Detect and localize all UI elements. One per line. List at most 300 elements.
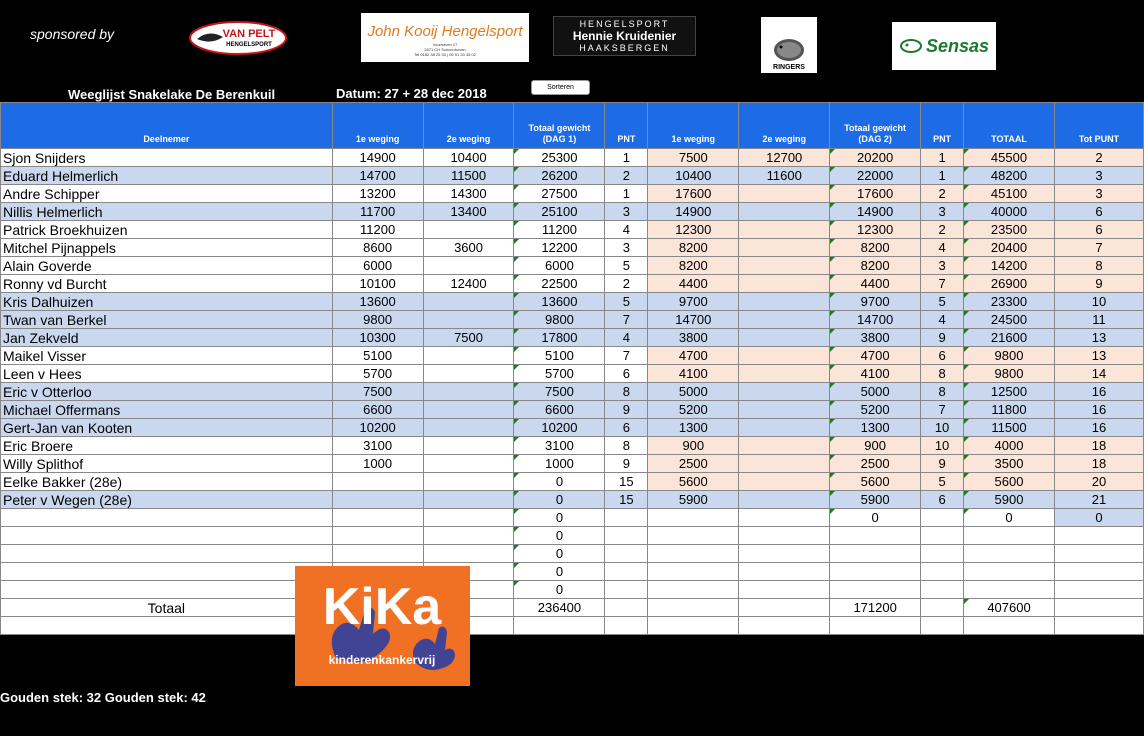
- table-cell[interactable]: 6600: [332, 401, 423, 419]
- table-cell[interactable]: 11: [1054, 311, 1143, 329]
- table-cell[interactable]: [1, 617, 333, 635]
- table-cell[interactable]: 7500: [332, 383, 423, 401]
- table-cell[interactable]: 10100: [332, 275, 423, 293]
- table-cell[interactable]: [739, 365, 830, 383]
- table-cell[interactable]: [964, 581, 1055, 599]
- table-cell[interactable]: [332, 545, 423, 563]
- table-cell[interactable]: [1054, 527, 1143, 545]
- table-cell[interactable]: 12300: [648, 221, 739, 239]
- table-cell[interactable]: 3500: [964, 455, 1055, 473]
- table-cell[interactable]: [739, 509, 830, 527]
- table-cell[interactable]: 11500: [423, 167, 514, 185]
- table-cell[interactable]: 7500: [423, 329, 514, 347]
- table-cell[interactable]: 12700: [739, 149, 830, 167]
- table-cell[interactable]: 4700: [830, 347, 921, 365]
- table-cell[interactable]: [739, 311, 830, 329]
- table-cell[interactable]: 15: [605, 473, 648, 491]
- table-cell[interactable]: 5700: [332, 365, 423, 383]
- table-cell[interactable]: [739, 491, 830, 509]
- participant-name[interactable]: Sjon Snijders: [1, 149, 333, 167]
- table-cell[interactable]: [332, 527, 423, 545]
- participant-name[interactable]: Leen v Hees: [1, 365, 333, 383]
- table-cell[interactable]: 10200: [514, 419, 605, 437]
- table-cell[interactable]: [423, 509, 514, 527]
- participant-name[interactable]: Eduard Helmerlich: [1, 167, 333, 185]
- table-cell[interactable]: 6: [1054, 203, 1143, 221]
- table-cell[interactable]: [830, 527, 921, 545]
- table-cell[interactable]: [739, 347, 830, 365]
- sheet-title: Weeglijst Snakelake De Berenkuil: [68, 87, 276, 102]
- table-cell[interactable]: [332, 509, 423, 527]
- table-cell[interactable]: 2500: [830, 455, 921, 473]
- table-cell[interactable]: 3100: [332, 437, 423, 455]
- table-row: [1, 185, 1144, 203]
- table-cell[interactable]: [648, 527, 739, 545]
- participant-name[interactable]: Nillis Helmerlich: [1, 203, 333, 221]
- table-cell[interactable]: 17800: [514, 329, 605, 347]
- table-cell[interactable]: 13: [1054, 329, 1143, 347]
- table-cell[interactable]: 1000: [332, 455, 423, 473]
- table-cell[interactable]: [739, 473, 830, 491]
- table-cell[interactable]: [739, 185, 830, 203]
- table-cell[interactable]: 23300: [964, 293, 1055, 311]
- table-cell[interactable]: [739, 437, 830, 455]
- table-cell[interactable]: 7500: [514, 383, 605, 401]
- table-cell[interactable]: 0: [830, 509, 921, 527]
- table-cell[interactable]: 12500: [964, 383, 1055, 401]
- table-cell[interactable]: 8: [921, 383, 964, 401]
- table-cell[interactable]: 8200: [830, 239, 921, 257]
- table-cell[interactable]: 26200: [514, 167, 605, 185]
- table-cell[interactable]: 8200: [830, 257, 921, 275]
- participant-name[interactable]: Andre Schipper: [1, 185, 333, 203]
- table-cell[interactable]: 5200: [830, 401, 921, 419]
- totals-cell[interactable]: [739, 599, 830, 617]
- table-cell[interactable]: 11700: [332, 203, 423, 221]
- table-cell[interactable]: [423, 527, 514, 545]
- table-cell[interactable]: 23500: [964, 221, 1055, 239]
- table-cell[interactable]: 900: [648, 437, 739, 455]
- participant-name[interactable]: [1, 545, 333, 563]
- kika-tagline: kinderenkankervrij: [328, 653, 436, 667]
- table-cell[interactable]: [423, 455, 514, 473]
- table-cell[interactable]: 0: [514, 563, 605, 581]
- table-cell[interactable]: 6: [1054, 221, 1143, 239]
- table-cell[interactable]: [648, 545, 739, 563]
- table-cell[interactable]: 26900: [964, 275, 1055, 293]
- table-cell[interactable]: [739, 257, 830, 275]
- table-cell[interactable]: 1300: [648, 419, 739, 437]
- table-cell[interactable]: 5900: [830, 491, 921, 509]
- table-cell[interactable]: 5200: [648, 401, 739, 419]
- kika-logo-graphic: [295, 566, 470, 686]
- table-cell[interactable]: 4: [921, 239, 964, 257]
- table-cell[interactable]: 4: [921, 311, 964, 329]
- table-cell[interactable]: [739, 383, 830, 401]
- table-cell[interactable]: 14900: [648, 203, 739, 221]
- table-cell[interactable]: 2500: [648, 455, 739, 473]
- table-cell[interactable]: [423, 419, 514, 437]
- table-cell[interactable]: 7: [605, 347, 648, 365]
- table-cell[interactable]: 13200: [332, 185, 423, 203]
- table-cell[interactable]: 2: [921, 221, 964, 239]
- table-cell[interactable]: 4100: [648, 365, 739, 383]
- table-cell[interactable]: 12400: [423, 275, 514, 293]
- table-cell[interactable]: 1000: [514, 455, 605, 473]
- table-cell[interactable]: 10200: [332, 419, 423, 437]
- table-cell[interactable]: 16: [1054, 383, 1143, 401]
- table-cell[interactable]: 5600: [830, 473, 921, 491]
- table-cell[interactable]: 11200: [514, 221, 605, 239]
- table-cell[interactable]: 5700: [514, 365, 605, 383]
- table-cell[interactable]: 17600: [830, 185, 921, 203]
- table-cell[interactable]: [605, 581, 648, 599]
- table-cell[interactable]: 2: [605, 275, 648, 293]
- table-cell[interactable]: [739, 329, 830, 347]
- table-cell[interactable]: [921, 545, 964, 563]
- table-cell[interactable]: [648, 617, 739, 635]
- table-cell[interactable]: 4000: [964, 437, 1055, 455]
- table-cell[interactable]: 9700: [648, 293, 739, 311]
- participant-name[interactable]: Eric v Otterloo: [1, 383, 333, 401]
- participant-name[interactable]: Willy Splithof: [1, 455, 333, 473]
- participant-name[interactable]: [1, 563, 333, 581]
- table-cell[interactable]: 5000: [830, 383, 921, 401]
- participant-name[interactable]: Twan van Berkel: [1, 311, 333, 329]
- table-cell[interactable]: 20200: [830, 149, 921, 167]
- table-cell[interactable]: 13600: [514, 293, 605, 311]
- table-cell[interactable]: [964, 527, 1055, 545]
- table-cell[interactable]: 12300: [830, 221, 921, 239]
- table-cell[interactable]: 14900: [830, 203, 921, 221]
- table-cell[interactable]: 18: [1054, 437, 1143, 455]
- table-cell[interactable]: [830, 581, 921, 599]
- table-cell[interactable]: 6000: [514, 257, 605, 275]
- table-cell[interactable]: 9800: [514, 311, 605, 329]
- table-cell[interactable]: [605, 617, 648, 635]
- table-cell[interactable]: 8200: [648, 239, 739, 257]
- totals-cell[interactable]: [1054, 599, 1143, 617]
- table-cell[interactable]: 5: [921, 293, 964, 311]
- table-cell[interactable]: 3: [605, 203, 648, 221]
- table-cell[interactable]: [605, 545, 648, 563]
- table-cell[interactable]: 4100: [830, 365, 921, 383]
- table-cell[interactable]: 8: [605, 383, 648, 401]
- table-cell[interactable]: 6000: [332, 257, 423, 275]
- table-cell[interactable]: [964, 617, 1055, 635]
- table-cell[interactable]: 6: [921, 491, 964, 509]
- table-cell[interactable]: 6: [605, 365, 648, 383]
- table-cell[interactable]: 4400: [648, 275, 739, 293]
- table-cell[interactable]: [648, 509, 739, 527]
- table-cell[interactable]: 5100: [514, 347, 605, 365]
- table-cell[interactable]: 8: [1054, 257, 1143, 275]
- table-cell[interactable]: 4: [605, 329, 648, 347]
- table-cell[interactable]: 0: [514, 509, 605, 527]
- table-cell[interactable]: [423, 347, 514, 365]
- table-row: [1, 221, 1144, 239]
- column-header: 2e weging: [739, 103, 830, 149]
- table-cell[interactable]: 17600: [648, 185, 739, 203]
- table-cell[interactable]: [605, 509, 648, 527]
- table-cell[interactable]: 1300: [830, 419, 921, 437]
- table-cell[interactable]: 8: [921, 365, 964, 383]
- table-cell[interactable]: [830, 563, 921, 581]
- table-cell[interactable]: 1: [605, 185, 648, 203]
- table-cell[interactable]: [423, 257, 514, 275]
- totals-cell[interactable]: [605, 599, 648, 617]
- table-cell[interactable]: [964, 545, 1055, 563]
- table-cell[interactable]: 5900: [964, 491, 1055, 509]
- table-row: [1, 491, 1144, 509]
- table-cell[interactable]: 9700: [830, 293, 921, 311]
- table-cell[interactable]: 40000: [964, 203, 1055, 221]
- table-cell[interactable]: 8: [605, 437, 648, 455]
- participant-name[interactable]: [1, 527, 333, 545]
- table-cell[interactable]: [423, 293, 514, 311]
- table-cell[interactable]: 10400: [423, 149, 514, 167]
- participant-name[interactable]: Eelke Bakker (28e): [1, 473, 333, 491]
- participant-name[interactable]: Kris Dalhuizen: [1, 293, 333, 311]
- table-cell[interactable]: [921, 581, 964, 599]
- table-cell[interactable]: 3600: [423, 239, 514, 257]
- table-cell[interactable]: 0: [514, 545, 605, 563]
- table-cell[interactable]: [648, 563, 739, 581]
- table-cell[interactable]: [739, 221, 830, 239]
- table-cell[interactable]: 14900: [332, 149, 423, 167]
- table-cell[interactable]: [739, 419, 830, 437]
- table-cell[interactable]: 9: [921, 329, 964, 347]
- table-cell[interactable]: 3: [1054, 185, 1143, 203]
- table-cell[interactable]: [648, 581, 739, 599]
- table-cell[interactable]: [921, 527, 964, 545]
- table-cell[interactable]: 900: [830, 437, 921, 455]
- totals-cell[interactable]: 171200: [830, 599, 921, 617]
- table-cell[interactable]: 5: [921, 473, 964, 491]
- table-cell[interactable]: 21600: [964, 329, 1055, 347]
- table-cell[interactable]: [739, 293, 830, 311]
- table-cell[interactable]: 22500: [514, 275, 605, 293]
- table-cell[interactable]: 11500: [964, 419, 1055, 437]
- table-cell[interactable]: 1: [921, 167, 964, 185]
- table-cell[interactable]: 6600: [514, 401, 605, 419]
- table-cell[interactable]: 27500: [514, 185, 605, 203]
- table-cell[interactable]: 24500: [964, 311, 1055, 329]
- table-cell[interactable]: 0: [964, 509, 1055, 527]
- table-cell[interactable]: 10: [921, 437, 964, 455]
- table-cell[interactable]: [921, 617, 964, 635]
- table-cell[interactable]: 22000: [830, 167, 921, 185]
- table-cell[interactable]: 14: [1054, 365, 1143, 383]
- table-cell[interactable]: 3100: [514, 437, 605, 455]
- table-cell[interactable]: [739, 581, 830, 599]
- table-cell[interactable]: 7: [605, 311, 648, 329]
- table-cell[interactable]: 9800: [964, 365, 1055, 383]
- table-cell[interactable]: [739, 455, 830, 473]
- table-cell[interactable]: [964, 563, 1055, 581]
- table-cell[interactable]: 45500: [964, 149, 1055, 167]
- table-cell[interactable]: 13: [1054, 347, 1143, 365]
- table-cell[interactable]: [423, 401, 514, 419]
- table-cell[interactable]: [739, 239, 830, 257]
- participant-name[interactable]: Michael Offermans: [1, 401, 333, 419]
- totals-cell[interactable]: 407600: [964, 599, 1055, 617]
- participant-name[interactable]: Maikel Visser: [1, 347, 333, 365]
- participant-name[interactable]: Patrick Broekhuizen: [1, 221, 333, 239]
- table-cell[interactable]: [739, 401, 830, 419]
- table-cell[interactable]: 48200: [964, 167, 1055, 185]
- table-cell[interactable]: [921, 509, 964, 527]
- table-cell[interactable]: 5600: [648, 473, 739, 491]
- table-cell[interactable]: 9: [1054, 275, 1143, 293]
- table-cell[interactable]: [423, 365, 514, 383]
- table-cell[interactable]: 21: [1054, 491, 1143, 509]
- table-cell[interactable]: 8200: [648, 257, 739, 275]
- table-cell[interactable]: [605, 563, 648, 581]
- participant-name[interactable]: Ronny vd Burcht: [1, 275, 333, 293]
- table-cell[interactable]: 20400: [964, 239, 1055, 257]
- table-cell[interactable]: [1054, 581, 1143, 599]
- table-cell[interactable]: [830, 545, 921, 563]
- table-cell[interactable]: 10400: [648, 167, 739, 185]
- table-cell[interactable]: 5: [605, 257, 648, 275]
- totals-row: [1, 599, 1144, 617]
- hennie-kruidenier-logo: [553, 16, 696, 56]
- participant-name[interactable]: Peter v Wegen (28e): [1, 491, 333, 509]
- table-cell[interactable]: [1054, 563, 1143, 581]
- table-cell[interactable]: 0: [514, 581, 605, 599]
- table-cell[interactable]: [423, 545, 514, 563]
- table-cell[interactable]: [830, 617, 921, 635]
- table-cell[interactable]: 18: [1054, 455, 1143, 473]
- table-row: [1, 257, 1144, 275]
- sort-button[interactable]: Sorteren: [531, 80, 590, 95]
- table-cell[interactable]: 7: [921, 275, 964, 293]
- table-cell[interactable]: [739, 527, 830, 545]
- table-cell[interactable]: 5600: [964, 473, 1055, 491]
- table-cell[interactable]: [423, 311, 514, 329]
- table-cell[interactable]: 7500: [648, 149, 739, 167]
- table-cell[interactable]: [1054, 617, 1143, 635]
- table-cell[interactable]: [739, 545, 830, 563]
- table-cell[interactable]: 4400: [830, 275, 921, 293]
- table-cell[interactable]: 9: [921, 455, 964, 473]
- participant-name[interactable]: [1, 581, 333, 599]
- table-cell[interactable]: 10300: [332, 329, 423, 347]
- table-cell[interactable]: 0: [514, 491, 605, 509]
- table-cell[interactable]: 0: [514, 473, 605, 491]
- table-cell[interactable]: 11600: [739, 167, 830, 185]
- table-cell[interactable]: 12200: [514, 239, 605, 257]
- table-cell[interactable]: 3: [605, 239, 648, 257]
- table-cell[interactable]: 2: [1054, 149, 1143, 167]
- table-cell[interactable]: 6: [921, 347, 964, 365]
- table-cell[interactable]: [423, 473, 514, 491]
- table-cell[interactable]: [921, 563, 964, 581]
- table-cell[interactable]: [332, 473, 423, 491]
- table-cell[interactable]: [739, 617, 830, 635]
- table-cell[interactable]: 3: [921, 257, 964, 275]
- participant-name[interactable]: Mitchel Pijnappels: [1, 239, 333, 257]
- table-cell[interactable]: 16: [1054, 419, 1143, 437]
- table-cell[interactable]: 9800: [332, 311, 423, 329]
- table-cell[interactable]: 0: [514, 527, 605, 545]
- totals-cell[interactable]: 236400: [514, 599, 605, 617]
- table-cell[interactable]: [739, 203, 830, 221]
- table-cell[interactable]: 11800: [964, 401, 1055, 419]
- table-cell[interactable]: [739, 563, 830, 581]
- table-cell[interactable]: 10: [1054, 293, 1143, 311]
- table-cell[interactable]: 25100: [514, 203, 605, 221]
- participant-name[interactable]: Eric Broere: [1, 437, 333, 455]
- table-cell[interactable]: 14700: [648, 311, 739, 329]
- table-cell[interactable]: [1054, 545, 1143, 563]
- table-cell[interactable]: 9: [605, 455, 648, 473]
- table-cell[interactable]: 0: [1054, 509, 1143, 527]
- participant-name[interactable]: Alain Goverde: [1, 257, 333, 275]
- table-cell[interactable]: [514, 617, 605, 635]
- table-cell[interactable]: 3: [921, 203, 964, 221]
- table-cell[interactable]: 14700: [830, 311, 921, 329]
- table-cell[interactable]: 3800: [830, 329, 921, 347]
- table-cell[interactable]: 16: [1054, 401, 1143, 419]
- table-cell[interactable]: 13600: [332, 293, 423, 311]
- participant-name[interactable]: Jan Zekveld: [1, 329, 333, 347]
- table-cell[interactable]: 5000: [648, 383, 739, 401]
- table-cell[interactable]: 20: [1054, 473, 1143, 491]
- table-cell[interactable]: 15: [605, 491, 648, 509]
- table-cell[interactable]: 1: [605, 149, 648, 167]
- table-cell[interactable]: 2: [605, 167, 648, 185]
- table-cell[interactable]: 5100: [332, 347, 423, 365]
- table-cell[interactable]: [423, 437, 514, 455]
- table-cell[interactable]: 10: [921, 419, 964, 437]
- table-cell[interactable]: [423, 383, 514, 401]
- table-cell[interactable]: 3: [1054, 167, 1143, 185]
- table-cell[interactable]: 14300: [423, 185, 514, 203]
- table-cell[interactable]: 3800: [648, 329, 739, 347]
- table-cell[interactable]: 4700: [648, 347, 739, 365]
- table-cell[interactable]: [605, 527, 648, 545]
- participant-name[interactable]: Gert-Jan van Kooten: [1, 419, 333, 437]
- table-cell[interactable]: 2: [921, 185, 964, 203]
- table-cell[interactable]: 9: [605, 401, 648, 419]
- table-cell[interactable]: [739, 275, 830, 293]
- table-cell[interactable]: 11200: [332, 221, 423, 239]
- table-cell[interactable]: [332, 491, 423, 509]
- table-cell[interactable]: 5900: [648, 491, 739, 509]
- table-cell[interactable]: 14700: [332, 167, 423, 185]
- totals-label[interactable]: Totaal: [1, 599, 333, 617]
- table-cell[interactable]: 25300: [514, 149, 605, 167]
- participant-name[interactable]: [1, 509, 333, 527]
- table-cell[interactable]: 8600: [332, 239, 423, 257]
- totals-cell[interactable]: [921, 599, 964, 617]
- table-cell[interactable]: [423, 491, 514, 509]
- totals-cell[interactable]: [648, 599, 739, 617]
- table-cell[interactable]: 45100: [964, 185, 1055, 203]
- table-cell[interactable]: 13400: [423, 203, 514, 221]
- table-cell[interactable]: 9800: [964, 347, 1055, 365]
- table-cell[interactable]: [423, 221, 514, 239]
- table-cell[interactable]: 14200: [964, 257, 1055, 275]
- table-cell[interactable]: 7: [921, 401, 964, 419]
- table-cell[interactable]: 1: [921, 149, 964, 167]
- table-cell[interactable]: 7: [1054, 239, 1143, 257]
- table-cell[interactable]: 5: [605, 293, 648, 311]
- table-cell[interactable]: 6: [605, 419, 648, 437]
- table-cell[interactable]: 4: [605, 221, 648, 239]
